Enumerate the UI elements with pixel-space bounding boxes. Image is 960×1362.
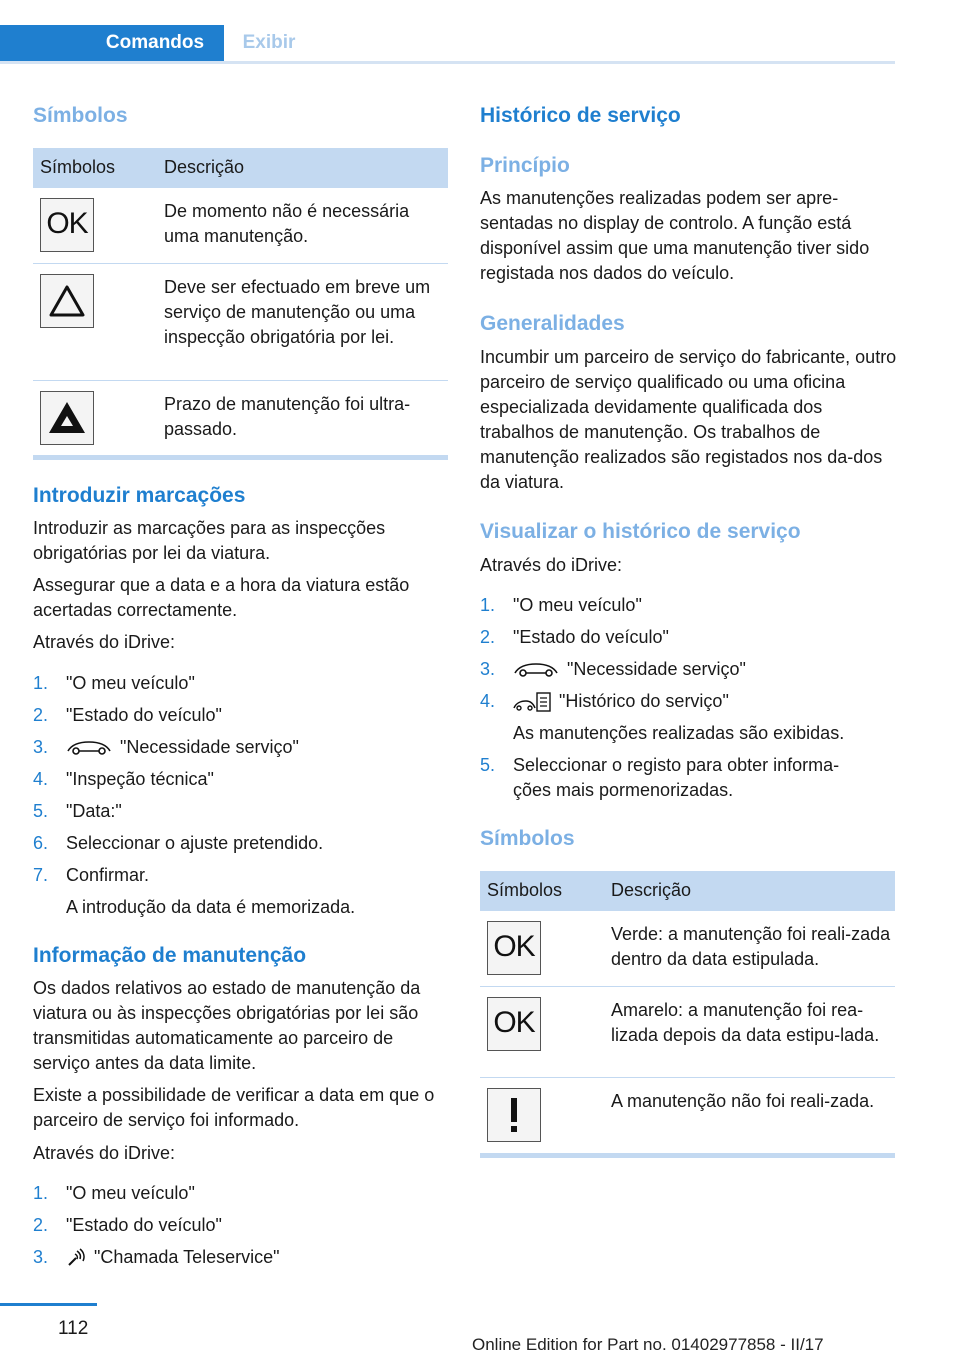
table-header <box>480 871 895 911</box>
symbols-heading-right: Símbolos <box>480 827 575 850</box>
row-desc: Deve ser efectuado em breve um serviço de manutenção ou uma inspecção obrigatória por lei. <box>164 277 431 347</box>
ok-icon: OK <box>40 198 94 252</box>
principio-heading: Princípio <box>480 154 570 177</box>
edition-note: Online Edition for Part no. 01402977858 - II/17 <box>472 1335 824 1354</box>
col-desc-label: Descrição <box>164 157 245 177</box>
symbols-table-right <box>480 871 895 1153</box>
generalidades-heading: Generalidades <box>480 312 625 335</box>
page-number: 112 <box>58 1318 89 1339</box>
informacao-manutencao-heading: Informação de manutenção <box>33 944 307 967</box>
table-row <box>480 1078 895 1153</box>
tab-comandos[interactable]: Comandos <box>0 25 224 61</box>
exclamation-icon <box>487 1088 541 1142</box>
symbols-table-left <box>33 148 448 456</box>
table-end-rule <box>33 455 448 460</box>
info-paragraph-2: Existe a possibilidade de verificar a data em que o parceiro de serviço foi informado. <box>33 1085 435 1130</box>
introduzir-marcacoes-heading: Introduzir marcações <box>33 484 246 507</box>
ok-icon: OK <box>487 997 541 1051</box>
table-header <box>33 148 448 188</box>
car-service-icon <box>66 740 112 756</box>
table-row <box>33 381 448 456</box>
warning-triangle-outline-icon <box>40 274 94 328</box>
header-tabbar <box>0 25 895 64</box>
marcacoes-paragraph-3: Através do iDrive: <box>33 632 176 652</box>
table-row <box>33 188 448 264</box>
row-desc: Verde: a manutenção foi reali-zada dentro da data estipulada. <box>611 924 891 969</box>
ok-icon: OK <box>487 921 541 975</box>
table-row <box>480 911 895 987</box>
row-desc: Amarelo: a manutenção foi rea-lizada depois da data estipu-lada. <box>611 1000 880 1045</box>
table-row <box>33 264 448 381</box>
info-paragraph-1: Os dados relativos ao estado de manutenção da viatura ou às inspecções obrigatórias por lei são transmitidas automaticamente ao parceiro de serviço antes da data limite. <box>33 978 421 1073</box>
table-row <box>480 987 895 1078</box>
col-symbols-label: Símbolos <box>487 880 563 900</box>
col-symbols-label: Símbolos <box>40 157 116 177</box>
historico-servico-heading: Histórico de serviço <box>480 104 681 127</box>
col-desc-label: Descrição <box>611 880 692 900</box>
car-service-icon <box>513 662 559 678</box>
tab-exibir[interactable]: Exibir <box>242 32 296 53</box>
info-paragraph-3: Através do iDrive: <box>33 1143 176 1163</box>
row-desc: A manutenção não foi reali-zada. <box>611 1091 875 1111</box>
service-history-icon <box>513 691 551 713</box>
symbols-heading-left: Símbolos <box>33 104 128 127</box>
footer-rule <box>0 1303 97 1306</box>
row-desc: Prazo de manutenção foi ultra-passado. <box>164 394 411 439</box>
warning-triangle-filled-icon <box>40 391 94 445</box>
principio-paragraph: As manutenções realizadas podem ser apre-sentadas no display de controlo. A função está disponível assim que uma manutenção tiver sido registada nos dados do veículo. <box>480 188 870 283</box>
visualizar-paragraph: Através do iDrive: <box>480 555 623 575</box>
marcacoes-paragraph-1: Introduzir as marcações para as inspecções obrigatórias por lei da viatura. <box>33 518 386 563</box>
row-desc: De momento não é necessária uma manutenção. <box>164 201 410 246</box>
marcacoes-paragraph-2: Assegurar que a data e a hora da viatura estão acertadas correctamente. <box>33 575 410 620</box>
visualizar-historico-heading: Visualizar o histórico de serviço <box>480 520 801 543</box>
generalidades-paragraph: Incumbir um parceiro de serviço do fabricante, outro parceiro de serviço qualificado ou uma oficina especializada devidamente qualificada dos trabalhos de manutenção. Os trabalhos de manutenção realizados são registados nos da-dos da viatura. <box>480 347 897 492</box>
table-end-rule <box>480 1153 895 1158</box>
teleservice-icon <box>66 1248 86 1268</box>
